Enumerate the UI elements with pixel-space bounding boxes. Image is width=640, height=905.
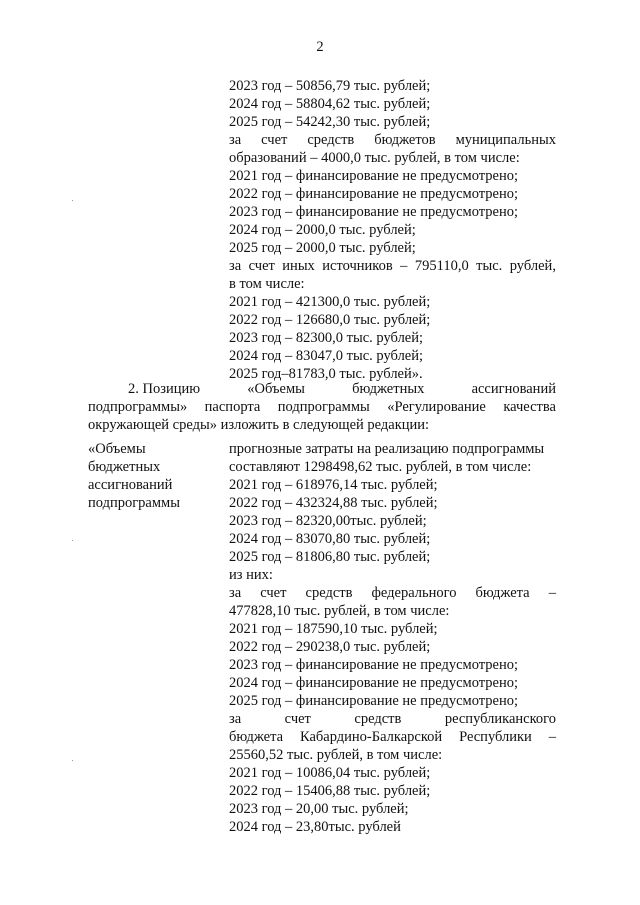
scan-speck <box>72 540 73 541</box>
item2-line3: окружающей среды» изложить в следующей редакции: <box>88 417 430 433</box>
intro-line2: составляют 1298498,62 тыс. рублей, в том числе: <box>229 459 532 475</box>
municipal-year-2023: 2023 год – финансирование не предусмотрено; <box>229 204 519 220</box>
republic-year-2023: 2023 год – 20,00 тыс. рублей; <box>229 801 409 817</box>
republic-heading-line1 <box>229 710 556 728</box>
word: муниципальных <box>455 132 556 148</box>
item2-line1 <box>128 380 556 398</box>
municipal-year-2025: 2025 год – 2000,0 тыс. рублей; <box>229 240 416 256</box>
word: бюджетов <box>374 132 436 148</box>
word: за <box>229 585 242 601</box>
word: – <box>400 258 408 274</box>
word: бюджетных <box>352 381 425 397</box>
word: счет <box>248 258 275 274</box>
republic-year-2024: 2024 год – 23,80тыс. рублей <box>229 819 401 835</box>
word: за <box>229 132 242 148</box>
left-cell-line4: подпрограммы <box>88 495 180 511</box>
republic-year-2022: 2022 год – 15406,88 тыс. рублей; <box>229 783 431 799</box>
word: иных <box>282 258 315 274</box>
word: счет <box>261 132 288 148</box>
word: источников <box>322 258 393 274</box>
word: средств <box>354 711 402 727</box>
municipal-year-2022: 2022 год – финансирование не предусмотрено; <box>229 186 519 202</box>
of-them: из них: <box>229 567 273 583</box>
word: – <box>548 729 556 745</box>
federal-year-2022: 2022 год – 290238,0 тыс. рублей; <box>229 639 431 655</box>
word: средств <box>305 585 353 601</box>
federal-year-2024: 2024 год – финансирование не предусмотрено; <box>229 675 519 691</box>
total-year-2025: 2025 год – 81806,80 тыс. рублей; <box>229 549 431 565</box>
federal-heading-line <box>229 584 556 602</box>
total-year-2023: 2023 год – 82320,00тыс. рублей; <box>229 513 427 529</box>
federal-year-2025: 2025 год – финансирование не предусмотрено; <box>229 693 519 709</box>
other-year-2022: 2022 год – 126680,0 тыс. рублей; <box>229 312 431 328</box>
municipal-heading-line <box>229 131 556 149</box>
word: счет <box>284 711 311 727</box>
other-sources-heading-line <box>229 257 556 275</box>
word: за <box>229 711 242 727</box>
total-year-2024: 2024 год – 83070,80 тыс. рублей; <box>229 531 431 547</box>
word: бюджета <box>229 729 284 745</box>
other-year-2023: 2023 год – 82300,0 тыс. рублей; <box>229 330 424 346</box>
word: 795110,0 <box>414 258 469 274</box>
word: бюджета <box>475 585 530 601</box>
word: 2. Позицию <box>128 381 201 397</box>
word: «Регулирование <box>387 399 486 415</box>
word: счет <box>260 585 287 601</box>
top-year-2025: 2025 год – 54242,30 тыс. рублей; <box>229 114 431 130</box>
other-sources-including: в том числе: <box>229 276 305 292</box>
municipal-total: образований – 4000,0 тыс. рублей, в том числе: <box>229 150 520 166</box>
federal-year-2021: 2021 год – 187590,10 тыс. рублей; <box>229 621 438 637</box>
word: подпрограммы <box>277 399 370 415</box>
other-year-2021: 2021 год – 421300,0 тыс. рублей; <box>229 294 431 310</box>
republic-year-2021: 2021 год – 10086,04 тыс. рублей; <box>229 765 431 781</box>
word: за <box>229 258 242 274</box>
scan-speck <box>72 200 73 201</box>
total-year-2022: 2022 год – 432324,88 тыс. рублей; <box>229 495 438 511</box>
other-year-2024: 2024 год – 83047,0 тыс. рублей; <box>229 348 424 364</box>
word: федерального <box>371 585 457 601</box>
left-cell-line2: бюджетных <box>88 459 161 475</box>
word: ассигнований <box>471 381 556 397</box>
federal-total: 477828,10 тыс. рублей, в том числе: <box>229 603 450 619</box>
word: качества <box>503 399 556 415</box>
word: средств <box>307 132 355 148</box>
municipal-year-2024: 2024 год – 2000,0 тыс. рублей; <box>229 222 416 238</box>
republic-total: 25560,52 тыс. рублей, в том числе: <box>229 747 443 763</box>
item2-line2 <box>88 398 556 416</box>
municipal-year-2021: 2021 год – финансирование не предусмотрено; <box>229 168 519 184</box>
word: тыс. <box>476 258 503 274</box>
word: Республики <box>459 729 532 745</box>
word: рублей, <box>509 258 556 274</box>
intro-line1: прогнозные затраты на реализацию подпрограммы <box>229 441 545 457</box>
word: «Объемы <box>247 381 305 397</box>
top-year-2024: 2024 год – 58804,62 тыс. рублей; <box>229 96 431 112</box>
left-cell-line3: ассигнований <box>88 477 173 493</box>
word: паспорта <box>204 399 261 415</box>
scan-speck <box>72 760 73 761</box>
total-year-2021: 2021 год – 618976,14 тыс. рублей; <box>229 477 438 493</box>
word: Кабардино-Балкарской <box>300 729 443 745</box>
top-year-2023: 2023 год – 50856,79 тыс. рублей; <box>229 78 431 94</box>
other-year-2025: 2025 год–81783,0 тыс. рублей». <box>229 366 423 382</box>
republic-heading-line2 <box>229 728 556 746</box>
word: подпрограммы» <box>88 399 188 415</box>
page-number: 2 <box>316 39 324 55</box>
left-cell-line1: «Объемы <box>88 441 146 457</box>
federal-year-2023: 2023 год – финансирование не предусмотрено; <box>229 657 519 673</box>
word: – <box>548 585 556 601</box>
word: республиканского <box>444 711 556 727</box>
